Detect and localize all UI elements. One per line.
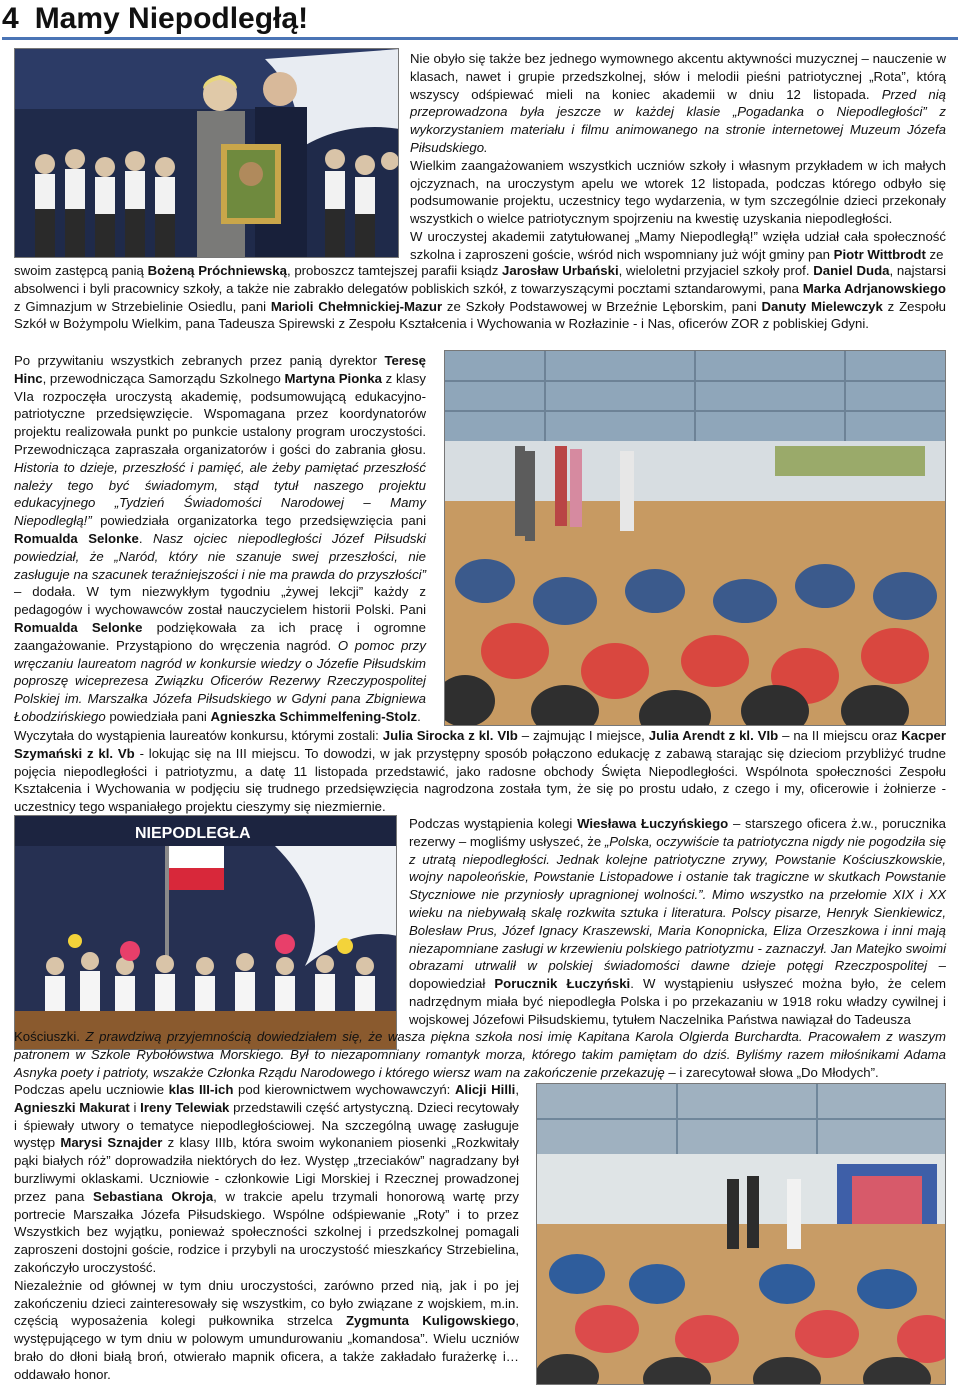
welcome-t8: powiedziała pani [105,708,211,724]
guests-t2: , proboszcz tamtejszej parafii ksiądz [286,263,503,278]
guest-name: Jarosław Urbański [502,263,619,278]
welcome-paragraph [14,352,426,726]
speech-t4: . W wystąpieniu usłyszeć można było, że celem nadrzędnym miała być niepodległa Polska i po przekazaniu w 1918 roku władzy cywilnej i wojskowej Józefowi Piłsudskiemu, tytułem Naczelnika Państwa nawiązał do Tadeusza [409,976,946,1027]
welcome-t5: . [138,530,154,546]
guests-t4: , najstarsi absolwenci i byli pracownicy szkoły, a także nie zabrakło delegatów pobliskich szkół, z towarzyszącymi pocztami sztandarowymi, pana [14,263,947,296]
person-name: Romualda Selonke [14,530,139,546]
kosciuszko-t1: Kościuszki. [14,1029,86,1044]
guest-name: Danuty Mielewczyk [761,298,883,314]
person-name: Sebastiana Okroja [93,1188,214,1204]
person-name: Zygmunta Kuligowskiego [345,1313,516,1329]
welcome-t6: dodała. W tym niezwykłym tygodniu „żywej lekcji” każdy z pedagogów i wychowawców został nauczycielem historii Polski. Pani [14,584,426,618]
welcome-text [14,352,426,726]
quote: Z prawdziwą przyjemnością dowiedziałem się, że wasza piękna szkoła nosi imię Kapitana Karola Olgierda Burchardta. Pracowałem z waszym patronem w Szkole Rybołówstwa Morskiego. Był to niezapomniany romantyk morza, którego takim pamiętam do dziś. Byliśmy razem miłośnikami Adama Asnyka poety i patrioty, wszakże Członka Rządu Narodowego i którego wiersz wam na zakończenie przekazuję [14,1029,946,1080]
intro-text-1: Nie obyło się także bez jednego wymownego akcentu aktywności muzycznej – nauczenie w klasach, nawet i grupie przedszkolnej, słów i melodii pieśni patriotycznej „Rota”, którą wszyscy odśpiewać mieli na koniec akademii w dniu 12 listopada. [410,51,946,102]
artistic-t6: z klasy IIIb, która swoim wykonaniem piosenki „Rozkwitały pąki białych róż” doprowadziła niektórych do łez. Występ „trzeciaków” nagradzany był burzliwymi oklaskami. Uczniowie - członkowie Ligi Morskiej i Rzecznej prowadzonej przez pana [14,1135,519,1204]
intro-text-1-tail: Przed nią przeprowadzona była jeszcze w każdej klasie „Pogadanka o Niepodległości” z wykorzystaniem materiału i filmu animowanego na stronie internetowej Muzeum Józefa Piłsudskiego. [410,86,946,155]
quote: Historia to dzieje, przeszłość i pamięć, ale żeby pamiętać przeszłość należy tego być świadomym, stąd tytuł naszego projektu edukacyjnego „Tydzień Świadomości Narodowej – Mamy Niepodległą!” [14,459,426,529]
guests-paragraph [14,262,946,333]
photo-exhibition-illustration [537,1084,946,1385]
winners-t2: – zajmując I miejsce, [517,728,649,743]
winners-t4: - lokując się na III miejscu. To dowodzi, w jak przystępny sposób połączono edukację z zabawą starając się dzieciom przybliżyć trudne pojęcia niepodległości i patriotyzmu, a datę 11 listopada przedstawić, jako radosne obchody Święta Niepodległości. Wspólnota społeczności Zespołu Kształcenia i Wychowania w podjęciu się trudnego przedsięwzięcia nagrodzona została tym, że się po prostu udało, z czego i my, oficerowie i żołnierze - uczestnicy tego wspaniałego projektu cieszymy się niezmiernie. [14,745,946,815]
page-title: Mamy Niepodległą! [34,1,309,35]
intro-text [410,50,946,264]
speech-paragraph [409,815,946,1029]
winners-text [14,727,946,816]
guests-text [14,262,946,333]
guest-name: Marka Adrjanowskiego [802,280,946,296]
guest-name: Piotr Wittbrodt [833,246,926,262]
kosciuszko-text [14,1028,946,1081]
page-number: 4 [2,1,19,35]
speech-t2: – starszego oficera ż.w., porucznika rezerwy – mogliśmy usłyszeć, że [409,816,946,849]
artistic-paragraph [14,1081,519,1384]
closing-t2: , występującego w tym dniu w polowym umundurowaniu „komandosa”. Wielu uczniów brało do dłoni białą broń, otwierało mapnik oficera, a także zakładało furażerkę i… oddawało honor. [14,1313,519,1382]
person-name: Agnieszka Schimmelfening-Stolz [210,708,418,724]
intro-text-3b: ze [925,246,944,262]
welcome-t4: powiedziała organizatorka tego przedsięwzięcia pani [91,513,426,529]
artistic-t2: pod kierownictwem wychowawczyń: [233,1082,455,1097]
winners-t1: Wyczytała do wystąpienia laureatów konkursu, którymi zostali: [14,728,383,743]
teacher-name: Alicji Hilli [455,1082,516,1097]
person-name: Teresę Hinc [14,353,426,386]
teacher-name: Agnieszki Makurat [14,1099,130,1115]
person-name: Romualda Selonke [14,619,143,635]
photo-gym-illustration [445,351,946,726]
artistic-t5: przedstawili część artystyczną. Dzieci recytowały i śpiewały utwory o tematyce niepodległościowej. Na szczególną uwagę zasługuje występ [14,1099,519,1151]
kosciuszko-paragraph [14,1028,946,1081]
welcome-t9: . [417,708,421,724]
class-name: klas III-ich [168,1082,234,1097]
intro-paragraph-3 [410,228,946,264]
quote: „Polska, oczywiście ta patriotyczna nigdy nie pogodziła się z utratą niepodległości. Jednak kolejne patriotyczne zrywy, Powstanie Kościuszkowskie, wojny napoleońskie, Powstanie Listopadowe i ostanie tak tragiczne w skutkach Powstanie Styczniowe nie przyniosły upragnionej wolności.”. Mimo wszystko na przełomie XIX i XX wieku na niebywałą skalę rozkwita sztuka i literatura. Polscy pisarze, Henryk Sienkiewicz, Bolesław Prus, Józef Ignacy Kraszewski, Maria Konopnicka, Eliza Orzeszkowa i inni mają niezapomniane zasługi w krzewieniu polskiego patriotyzmu - zaznaczył. Jan Matejko swoimi obrazami utrwalił w polskiej świadomości dawne dzieje potęgi Rzeczpospolitej – [409,833,946,974]
intro-text-2: Wielkim zaangażowaniem wszystkich uczniów szkoły i własnym przykładem w ich małych ojczyznach, na uroczystym apelu we wtorek 12 listopada, podczas którego odbyło się podsumowanie projektu, uczestnicy tego wydarzenia, w tym szczególnie dzieci przekonały wszystkich o wielce patriotycznym spojrzeniu na kwestię uzyskania niepodległości. [410,157,946,227]
kosciuszko-t2: – i zarecytował słowa „Do Młodych”. [664,1064,879,1080]
welcome-t7: podziękowała za ich pracę i ogromne zaangażowanie. Przystąpiono do wręczenia nagród. [14,619,426,653]
closing-t1: Niezależnie od głównej w tym dniu uroczystości, zarówno przed nią, jak i po jej zakończeniu dzieci zainteresowały się wszystkim, co było związane z wojskiem, m.in. częścią wyposażenia kolegi pułkownika strzelca [14,1277,519,1329]
photo-stage-illustration [15,816,397,1050]
winner-name: Julia Sirocka z kl. VIb [382,728,518,743]
person-name: Wiesława Łuczyńskiego [577,816,729,831]
guest-name: Marioli Chełmnickiej-Mazur [270,298,443,314]
teacher-name: Ireny Telewiak [140,1099,230,1115]
speech-t1: Podczas wystąpienia kolegi [409,816,578,831]
speech-text [409,815,946,1029]
intro-paragraph-2 [410,157,946,228]
photo-gym-assembly [444,350,946,726]
welcome-t1: Po przywitaniu wszystkich zebranych przez panią dyrektor [14,353,385,368]
guests-t1: swoim zastępcą panią [14,263,148,278]
quote: Nasz ojciec niepodległości Józef Piłsudski powiedział, że „Naród, który nie szanuje swej przeszłości, nie zasługuje na szacunek teraźniejszości i nie ma prawda do przyszłości” – [14,530,426,600]
speech-t3: dopowiedział [409,976,495,992]
welcome-t3: z klasy VIa rozpoczęła uroczystą akademię, podsumowującą edukacyjno-patriotyczne przedsięwzięcie. Wspomagana przez koordynatorów projektu realizowała punkt po punkcie ustalony program uroczystości. Przewodnicząca zapraszała organizatorów i gości do zabrania głosu. [14,370,426,457]
guest-name: Daniel Duda [813,263,890,278]
closing-text [14,1277,519,1384]
artistic-t4: i [129,1099,141,1115]
intro-text-3a: W uroczystej akademii zatytułowanej „Mamy Niepodległą!” wzięła udział cała społeczność szkolna i zaproszeni goście, wśród nich wspomniany już wójt gminy pan [410,228,946,262]
quote: O pomoc przy wręczaniu laureatom nagród w konkursie wiedzy o Józefie Piłsudskim poproszę wiceprezesa Związku Oficerów Rezerwy Rzeczypospolitej Polskiej im. Marszałka Józefa Piłsudskiego w Gdyni pana Zbigniewa Łobodzińskiego [14,637,426,724]
winner-name: Kacper Szymański z kl. Vb [14,728,946,761]
guests-t3: , wieloletni przyjaciel szkoły prof. [618,263,814,278]
artistic-t1: Podczas apelu uczniowie [14,1082,169,1097]
winner-name: Julia Arendt z kl. VIb [648,728,779,743]
photo-guests-with-portrait [14,48,399,258]
guests-t6: ze Szkoły Podstawowej w Brzeźnie Lęborskim, pani [442,298,762,314]
photo-guests-illustration [15,49,399,258]
welcome-t2: , przewodnicząca Samorządu Szkolnego [42,370,285,386]
winners-paragraph [14,727,946,816]
page-header [2,0,958,40]
guests-t7: z Zespołu Szkół w Bożympolu Wielkim, pana Tadeusza Spirewski z Zespołu Kształcenia i Wychowania w Rozłazinie - i Nas, oficerów ZOR z pobliskiej Gdyni. [14,298,946,332]
artistic-t3: , [515,1082,520,1097]
banner-text: NIEPODLEGŁA [135,825,251,842]
artistic-t7: , w trakcie apelu trzymali honorową wartę przy portrecie Marszałka Józefa Piłsudskiego. Wspólne odśpiewanie „Roty” i to przez Wszystkich bez wyjątku, ponieważ społeczności szkolnej i przedszkolnej pomagali zaproszeni dostojni goście, rodzice i przybyli na uroczystość mieszkańcy Strzebielina, zakończyło uroczystość. [14,1188,520,1275]
intro-paragraph-1 [410,50,946,157]
guest-name: Bożeną Próchniewską [147,263,287,278]
artistic-text [14,1081,519,1277]
student-name: Marysi Sznajder [60,1135,163,1151]
winners-t3: – na II miejscu oraz [778,728,902,743]
person-name: Martyna Pionka [284,370,382,386]
guests-t5: z Gimnazjum w Strzebielinie Osiedlu, pani [14,298,271,314]
photo-stage-performance [14,815,397,1050]
photo-gym-exhibition [536,1083,946,1385]
person-name: Porucznik Łuczyński [494,976,631,992]
